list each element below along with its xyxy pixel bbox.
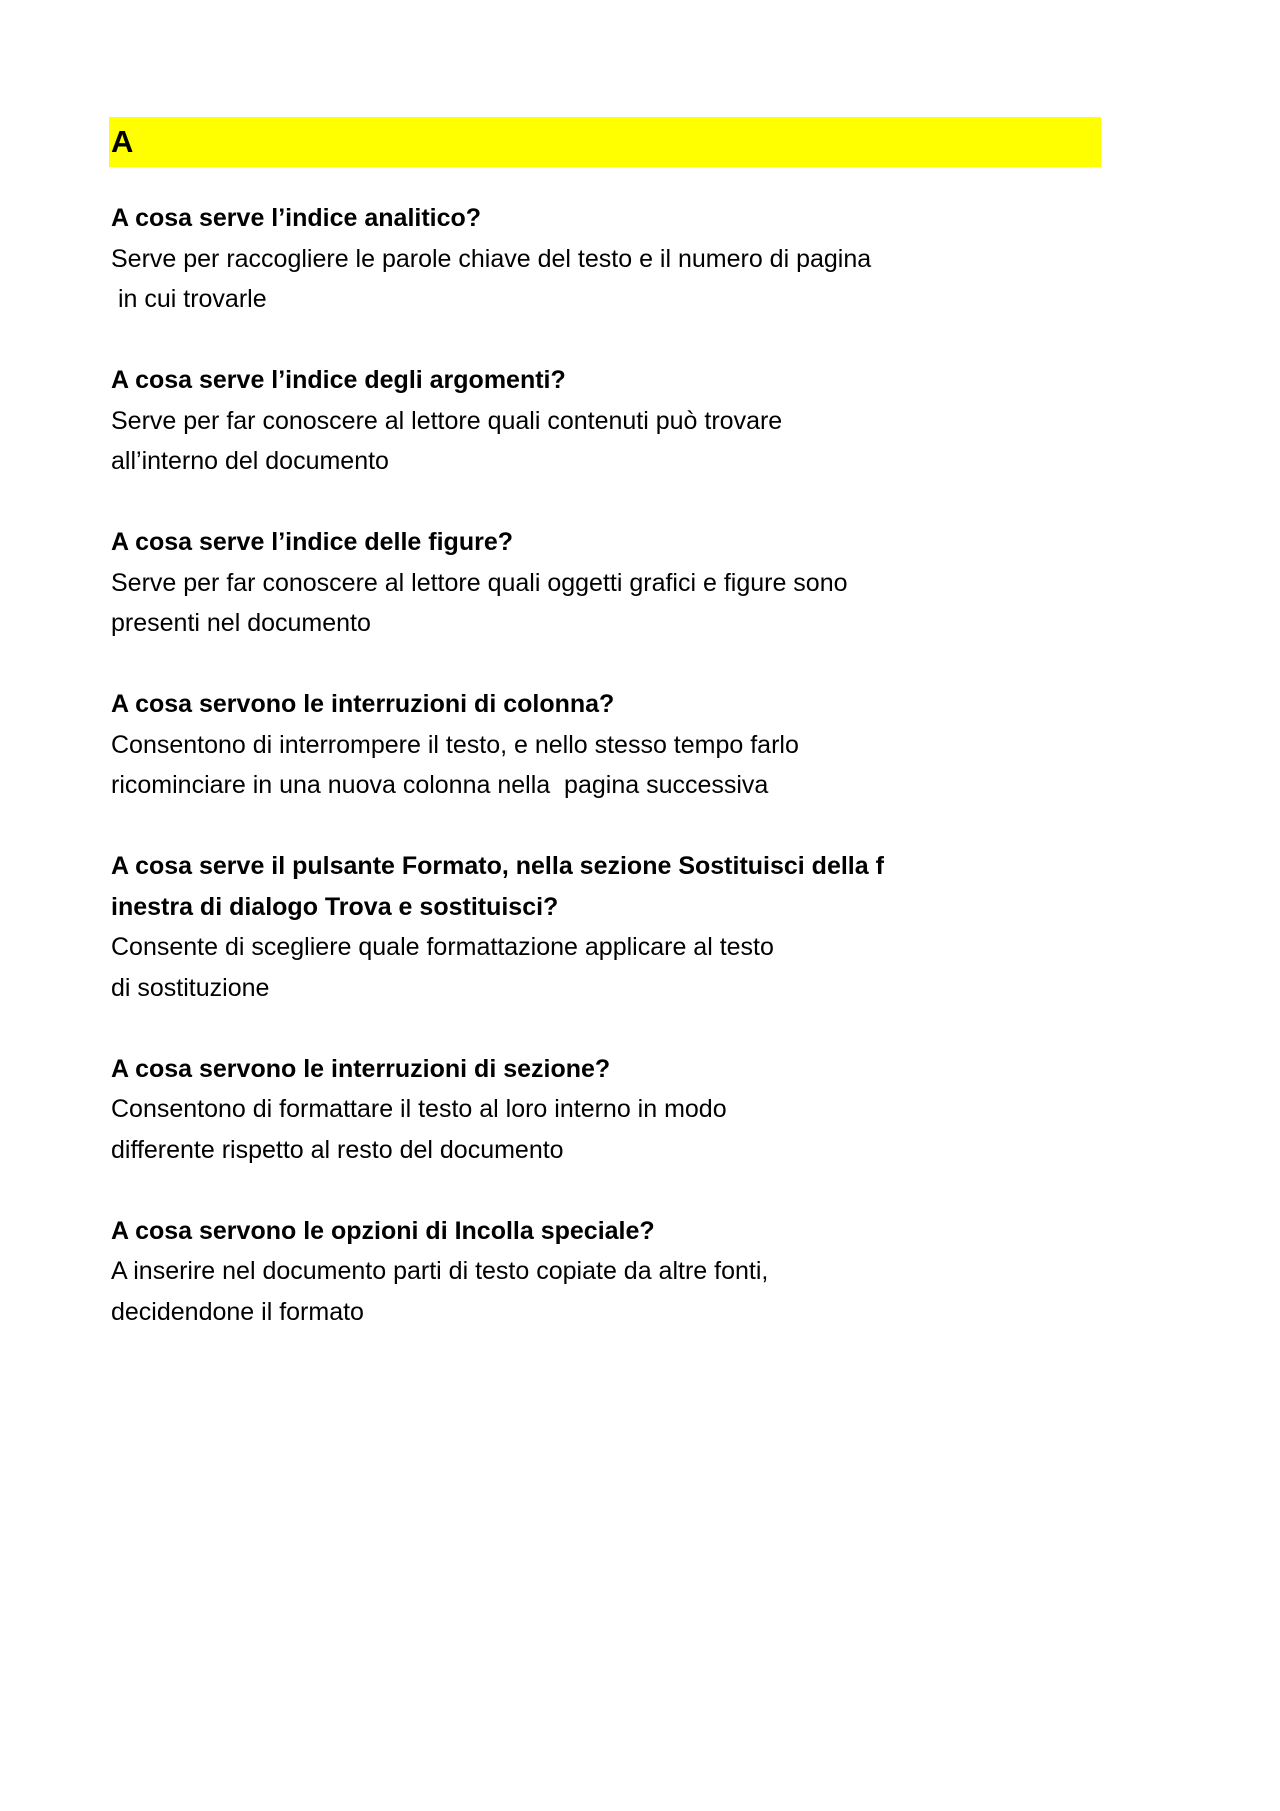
question — [111, 198, 1011, 239]
question — [111, 684, 1011, 725]
qa-item — [111, 360, 1011, 482]
question-line: A cosa servono le interruzioni di sezione? — [111, 1054, 611, 1083]
section-letter: A — [111, 124, 134, 159]
question-line: inestra di dialogo Trova e sostituisci? — [111, 892, 559, 921]
question-line: A cosa servono le interruzioni di colonna? — [111, 690, 615, 718]
qa-item — [111, 684, 1011, 806]
qa-item — [111, 846, 1011, 1008]
answer-line: Consentono di formattare il testo al loro interno in modo — [111, 1095, 727, 1123]
question — [111, 1049, 1011, 1090]
answer — [111, 563, 1011, 644]
answer-line: decidendone il formato — [111, 1297, 364, 1326]
section-header-bar — [109, 117, 1101, 167]
question-line: A cosa serve l’indice delle figure? — [111, 528, 514, 556]
question — [111, 522, 1011, 563]
answer-line: Consentono di interrompere il testo, e nello stesso tempo farlo — [111, 730, 799, 759]
answer — [111, 725, 1011, 806]
answer-line: all’interno del documento — [111, 447, 389, 475]
question-line: A cosa serve il pulsante Formato, nella sezione Sostituisci della f — [111, 852, 884, 880]
qa-item — [111, 522, 1011, 644]
answer-line: Consente di scegliere quale formattazione applicare al testo — [111, 933, 774, 961]
question — [111, 1211, 1011, 1252]
question — [111, 846, 1011, 927]
answer-line: in cui trovarle — [111, 285, 267, 313]
answer — [111, 239, 1011, 320]
answer-line: ricominciare in una nuova colonna nella pagina successiva — [111, 771, 769, 799]
qa-list — [111, 198, 1011, 1373]
answer-line: Serve per far conoscere al lettore quali contenuti può trovare — [111, 406, 783, 435]
question-line: A cosa servono le opzioni di Incolla speciale? — [111, 1216, 655, 1245]
answer-line: Serve per raccogliere le parole chiave del testo e il numero di pagina — [111, 244, 872, 273]
question-line: A cosa serve l’indice degli argomenti? — [111, 366, 566, 394]
answer-line: presenti nel documento — [111, 609, 371, 637]
qa-item — [111, 198, 1011, 320]
answer-line: Serve per far conoscere al lettore quali oggetti grafici e figure sono — [111, 568, 848, 597]
answer — [111, 401, 1011, 482]
question — [111, 360, 1011, 401]
qa-item — [111, 1049, 1011, 1171]
qa-item — [111, 1211, 1011, 1333]
answer-line: A inserire nel documento parti di testo copiate da altre fonti, — [111, 1257, 769, 1285]
answer — [111, 1089, 1011, 1170]
answer — [111, 927, 1011, 1008]
answer-line: differente rispetto al resto del documento — [111, 1135, 564, 1164]
answer-line: di sostituzione — [111, 973, 270, 1002]
answer — [111, 1251, 1011, 1332]
question-line: A cosa serve l’indice analitico? — [111, 204, 482, 232]
